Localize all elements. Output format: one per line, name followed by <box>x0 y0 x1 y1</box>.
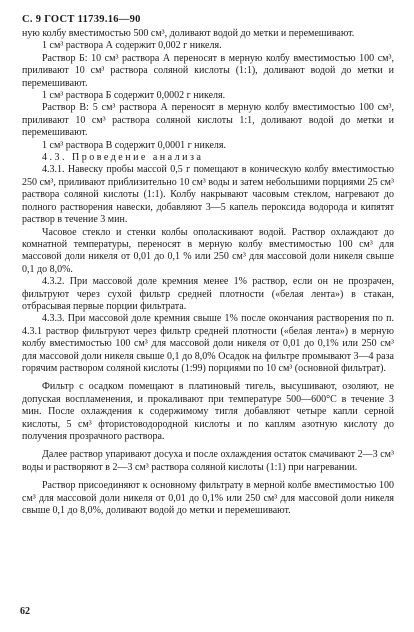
paragraph: 1 см³ раствора В содержит 0,0001 г никеля. <box>42 139 227 151</box>
paragraph: Раствор Б: 10 см³ раствора А переносят в мерную колбу вместимостью 100 см³, приливают 10 см³ раствора соляной кислоты (1:1), доливают водой до метки и перемешивают. <box>22 52 394 89</box>
paragraph: Далее раствор упаривают досуха и после охлаждения остаток смачивают 2—3 см³ воды и растворяют в 2—3 см³ раствора соляной кислоты (1:1) при нагревании. <box>22 449 394 473</box>
paragraph: Часовое стекло и стенки колбы ополаскивают водой. Раствор охлаждают до комнатной температуры, переносят в мерную колбу вместимостью 100 см³ для массовой доли никеля от 0,01 до 0,1 % или 250 см³ для массовой доли никеля свыше 0,1 до 8,0%. <box>22 226 394 275</box>
page-header: С. 9 ГОСТ 11739.16—90 <box>22 14 141 25</box>
paragraph: Раствор В: 5 см³ раствора А переносят в мерную колбу вместимостью 100 см³, приливают 10 см³ раствора соляной кислоты 1:1, доливают водой до метки и перемешивают. <box>22 102 394 139</box>
paragraph: ную колбу вместимостью 500 см³, доливают водой до метки и перемешивают. <box>22 28 355 39</box>
paragraph: 4.3.2. При массовой доле кремния менее 1% раствор, если он не прозрачен, фильтруют через сухой фильтр средней плотности («белая лента») в стакан, отбрасывая первые порции фильтрата. <box>22 276 394 312</box>
paragraph: 4.3.3. При массовой доле кремния свыше 1% после окончания растворения по п. 4.3.1 раствор фильтруют через фильтр средней плотности («белая лента») в мерную колбу вместимостью 100 см³ для массовой доли никеля от 0,01 до 0,1% или 250 см³ для массовой доли никеля свыше 0,1 до 8,0% Осадок на фильтре промывают 3—4 раза горячим раствором соляной кислоты (1:99) порциями по 10 см³ (основной фильтрат). <box>22 313 394 374</box>
paragraph: 1 см³ раствора А содержит 0,002 г никеля. <box>42 40 222 52</box>
page-number: 62 <box>20 606 30 617</box>
paragraph: 1 см³ раствора Б содержит 0,0002 г никеля. <box>42 90 226 102</box>
paragraph: 4.3.1. Навеску пробы массой 0,5 г помещают в коническую колбу вместимостью 250 см³, приливают приблизительно 10 см³ воды и затем небольшими порциями 25 см³ раствора соляной кислоты (1:1). Колбу накрывают часовым стеклом, нагревают до полного растворения навески, добавляют 3—5 капель пероксида водорода и кипятят раствор в течение 3 мин. <box>22 164 394 226</box>
section-heading: 4.3. Проведение анализа <box>42 152 204 164</box>
paragraph: Раствор присоединяют к основному фильтрату в мерной колбе вместимостью 100 см³ для массовой доли никеля от 0,01 до 0,1% или 250 см³ для массовой доли никеля свыше 0,1 до 8,0%, доливают водой до метки и перемешивают. <box>22 480 394 517</box>
paragraph: Фильтр с осадком помещают в платиновый тигель, высушивают, озоляют, не допуская воспламенения, и прокаливают при температуре 500—600°С в течение 3 мин. После охлаждения к содержимому тигля добавляют четыре капли серной кислоты, 5 см³ фтористоводородной кислоты и по каплям азотную кислоту до получения прозрачного раствора. <box>22 381 394 442</box>
body-text <box>22 28 394 517</box>
